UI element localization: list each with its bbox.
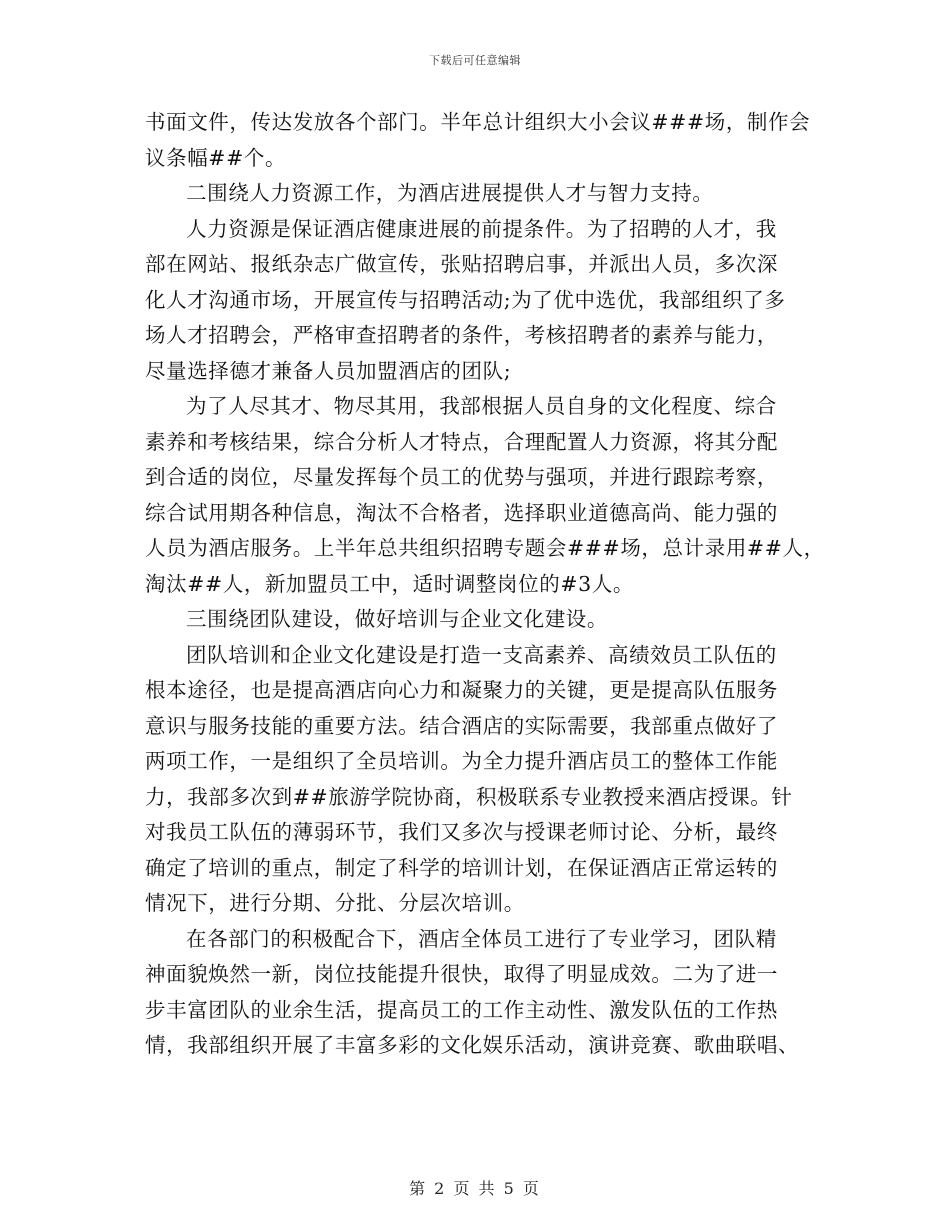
text-line: 对我员工队伍的薄弱环节，我们又多次与授课老师讨论、分析，最终 — [145, 820, 778, 844]
text-line: 到合适的岗位，尽量发挥每个员工的优势与强项，并进行跟踪考察， — [145, 465, 778, 489]
text-line: 尽量选择德才兼备人员加盟酒店的团队; — [145, 358, 512, 383]
text-line: 议条幅##个。 — [145, 145, 287, 170]
text-line: 两项工作，一是组织了全员培训。为全力提升酒店员工的整体工作能 — [145, 749, 778, 773]
text-line: 化人才沟通市场，开展宣传与招聘活动;为了优中选优，我部组织了多 — [145, 287, 786, 312]
text-line: 神面貌焕然一新，岗位技能提升很快，取得了明显成效。二为了进一 — [145, 962, 778, 986]
text-line: 力，我部多次到##旅游学院协商，积极联系专业教授来酒店授课。针 — [145, 784, 793, 809]
text-line: 部在网站、报纸杂志广做宣传，张贴招聘启事，并派出人员，多次深 — [145, 252, 778, 276]
page-header: 下载后可任意编辑 — [429, 54, 521, 67]
text-line: 为了人尽其才、物尽其用，我部根据人员自身的文化程度、综合 — [186, 394, 777, 418]
text-line: 淘汰##人，新加盟员工中，适时调整岗位的#3人。 — [145, 571, 634, 596]
page-number: 第 2 页 共 5 页 — [409, 1179, 541, 1198]
text-line: 根本途径，也是提高酒店向心力和凝聚力的关键，更是提高队伍服务 — [145, 678, 778, 702]
body-text — [145, 105, 825, 1064]
text-line: 情，我部组织开展了丰富多彩的文化娱乐活动，演讲竞赛、歌曲联唱、 — [145, 1033, 800, 1057]
text-line: 在各部门的积极配合下，酒店全体员工进行了专业学习，团队精 — [186, 926, 777, 951]
section-heading: 三围绕团队建设，做好培训与企业文化建设。 — [186, 607, 608, 631]
text-line: 场人才招聘会，严格审查招聘者的条件，考核招聘者的素养与能力， — [145, 323, 778, 347]
text-line: 意识与服务技能的重要方法。结合酒店的实际需要，我部重点做好了 — [145, 713, 778, 738]
text-line: 综合试用期各种信息，淘汰不合格者，选择职业道德高尚、能力强的 — [145, 500, 778, 525]
text-line: 人力资源是保证酒店健康进展的前提条件。为了招聘的人才，我 — [186, 216, 777, 241]
text-line: 人员为酒店服务。上半年总共组织招聘专题会###场，总计录用##人， — [145, 536, 825, 560]
text-line: 步丰富团队的业余生活，提高员工的工作主动性、激发队伍的工作热 — [145, 997, 778, 1022]
section-heading: 二围绕人力资源工作，为酒店进展提供人才与智力支持。 — [186, 181, 714, 205]
text-line: 书面文件，传达发放各个部门。半年总计组织大小会议###场，制作会 — [145, 110, 811, 134]
text-line: 团队培训和企业文化建设是打造一支高素养、高绩效员工队伍的 — [186, 642, 777, 667]
text-line: 素养和考核结果，综合分析人才特点，合理配置人力资源，将其分配 — [145, 429, 778, 454]
text-line: 确定了培训的重点，制定了科学的培训计划，在保证酒店正常运转的 — [145, 855, 778, 880]
text-line: 情况下，进行分期、分批、分层次培训。 — [145, 891, 525, 915]
